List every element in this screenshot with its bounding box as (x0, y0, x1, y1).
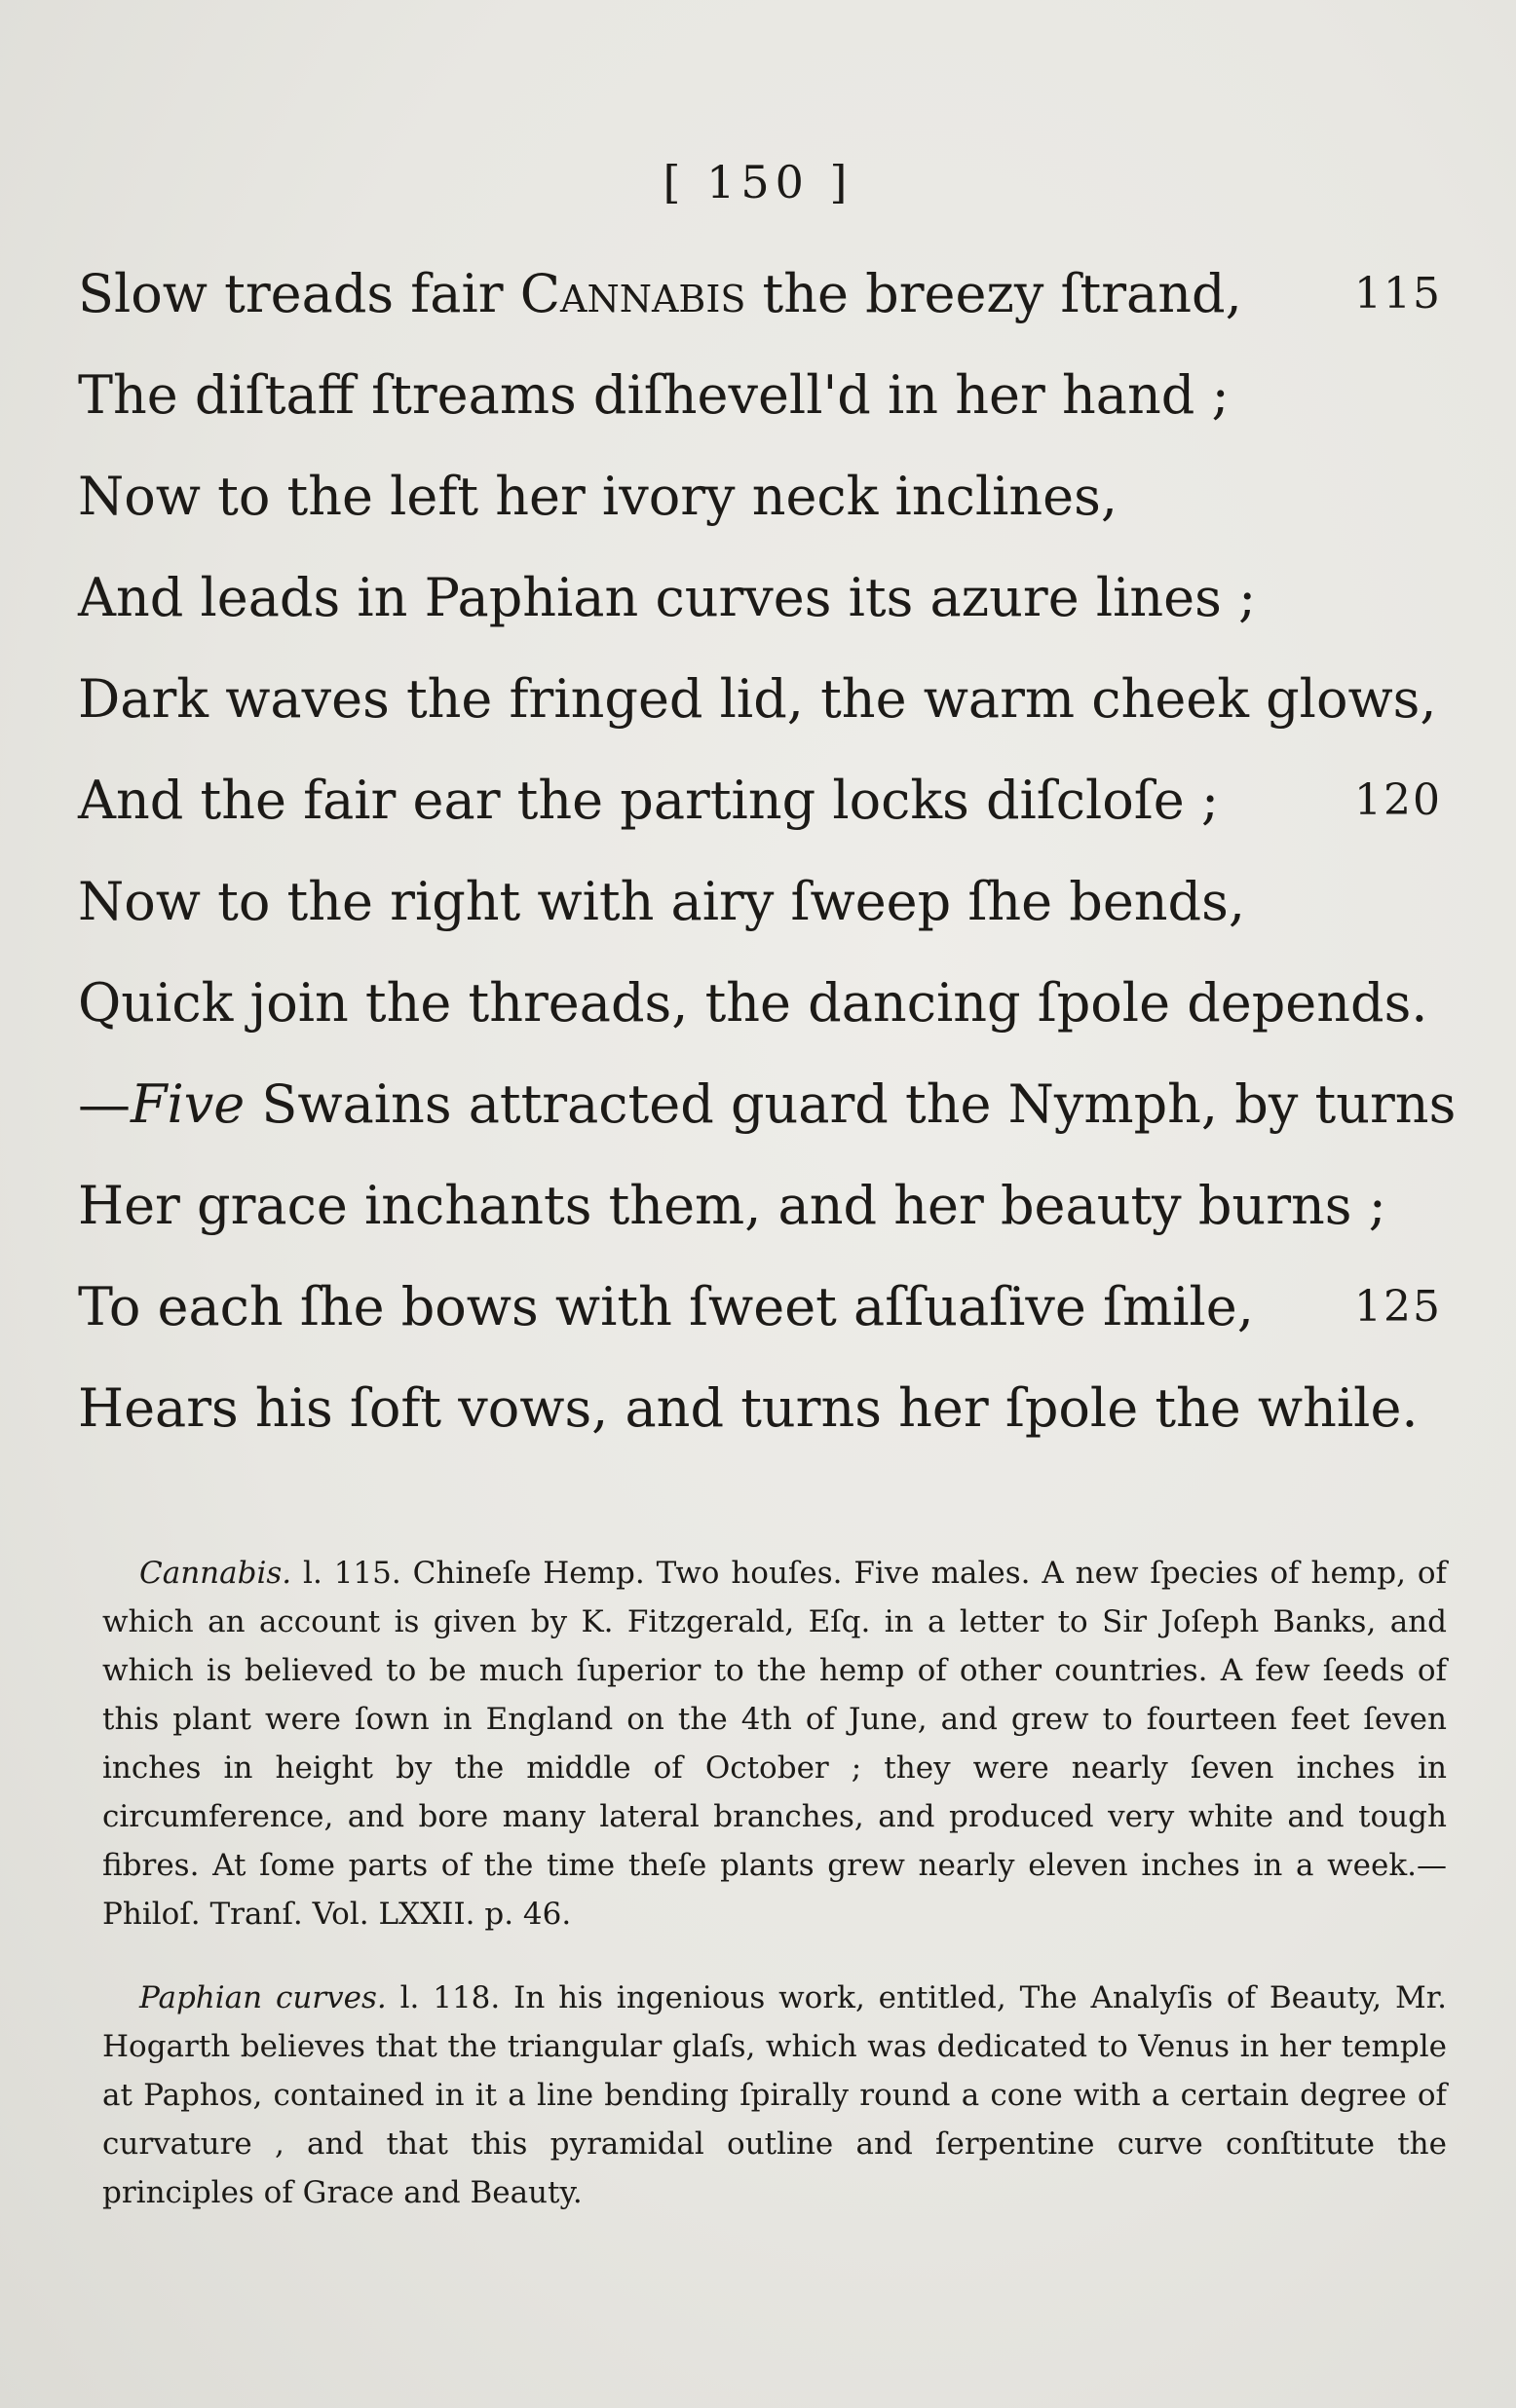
line-number: 115 (1354, 269, 1442, 319)
verse-line (78, 1257, 1442, 1358)
verse-line (78, 1155, 1442, 1257)
footnotes (102, 1549, 1447, 2252)
footnote-text: l. 115. Chineſe Hemp. Two houſes. Five males. A new ſpecies of hemp, of which an account is given by K. Fitzgerald, Eſq. in a letter to Sir Joſeph Banks, and which is believed to be much ſuperior to the hemp of other countries. A few ſeeds of this plant were ſown in England on the 4th of June, and grew to fourteen feet ſeven inches in height by the middle of October ; they were nearly ſeven inches in circumference, and bore many lateral branches, and produced very white and tough fibres. At ſome parts of the time theſe plants grew nearly eleven inches in a week.— Philoſ. Tranſ. Vol. LXXII. p. 46. (102, 1556, 1447, 1932)
verse-line (78, 953, 1442, 1054)
footnote (102, 1549, 1447, 1938)
verse-line (78, 1054, 1457, 1155)
verse-line (78, 851, 1442, 953)
verse-line (78, 750, 1442, 851)
verse-text: And the fair ear the parting locks diſcloſe ; (78, 770, 1220, 831)
verse-line (78, 649, 1442, 750)
verse-text: To each ſhe bows with ſweet aſſuaſive ſmile, (78, 1276, 1254, 1337)
footnote-lemma: Cannabis. (139, 1556, 292, 1591)
verse-text: —Five Swains attracted guard the Nymph, by turns (78, 1073, 1457, 1135)
verse-text: The diſtaff ſtreams diſhevell'd in her hand ; (78, 364, 1230, 426)
verse-text: Now to the right with airy ſweep ſhe bends, (78, 871, 1245, 932)
line-number: 125 (1354, 1282, 1442, 1332)
verse-line (78, 547, 1442, 649)
verse-text: Quick join the threads, the dancing ſpole depends. (78, 972, 1428, 1034)
poem-verses (78, 244, 1457, 1459)
verse-line (78, 446, 1442, 547)
verse-text: Her grace inchants them, and her beauty burns ; (78, 1175, 1386, 1236)
page-number: [ 150 ] (663, 156, 853, 208)
verse-line (78, 1358, 1442, 1459)
footnote-lemma: Paphian curves. (139, 1980, 387, 2015)
verse-line (78, 244, 1442, 345)
footnote-text: l. 118. In his ingenious work, entitled, The Analyſis of Beauty, Mr. Hogarth believes that the triangular glaſs, which was dedicated to Venus in her temple at Paphos, contained in it a line bending ſpirally round a cone with a certain degree of curvature , and that this pyramidal outline and ſerpentine curve conſtitute the principles of Grace and Beauty. (102, 1980, 1447, 2210)
verse-line (78, 345, 1442, 446)
line-number: 120 (1354, 775, 1442, 825)
verse-text: Dark waves the fringed lid, the warm cheek glows, (78, 668, 1437, 730)
footnote (102, 1974, 1447, 2217)
verse-text: Hears his ſoft vows, and turns her ſpole the while. (78, 1377, 1419, 1439)
verse-text: And leads in Paphian curves its azure lines ; (78, 567, 1257, 628)
verse-text: Now to the left her ivory neck inclines, (78, 466, 1118, 527)
verse-text: Slow treads fair Cannabis the breezy ſtrand, (78, 263, 1242, 324)
